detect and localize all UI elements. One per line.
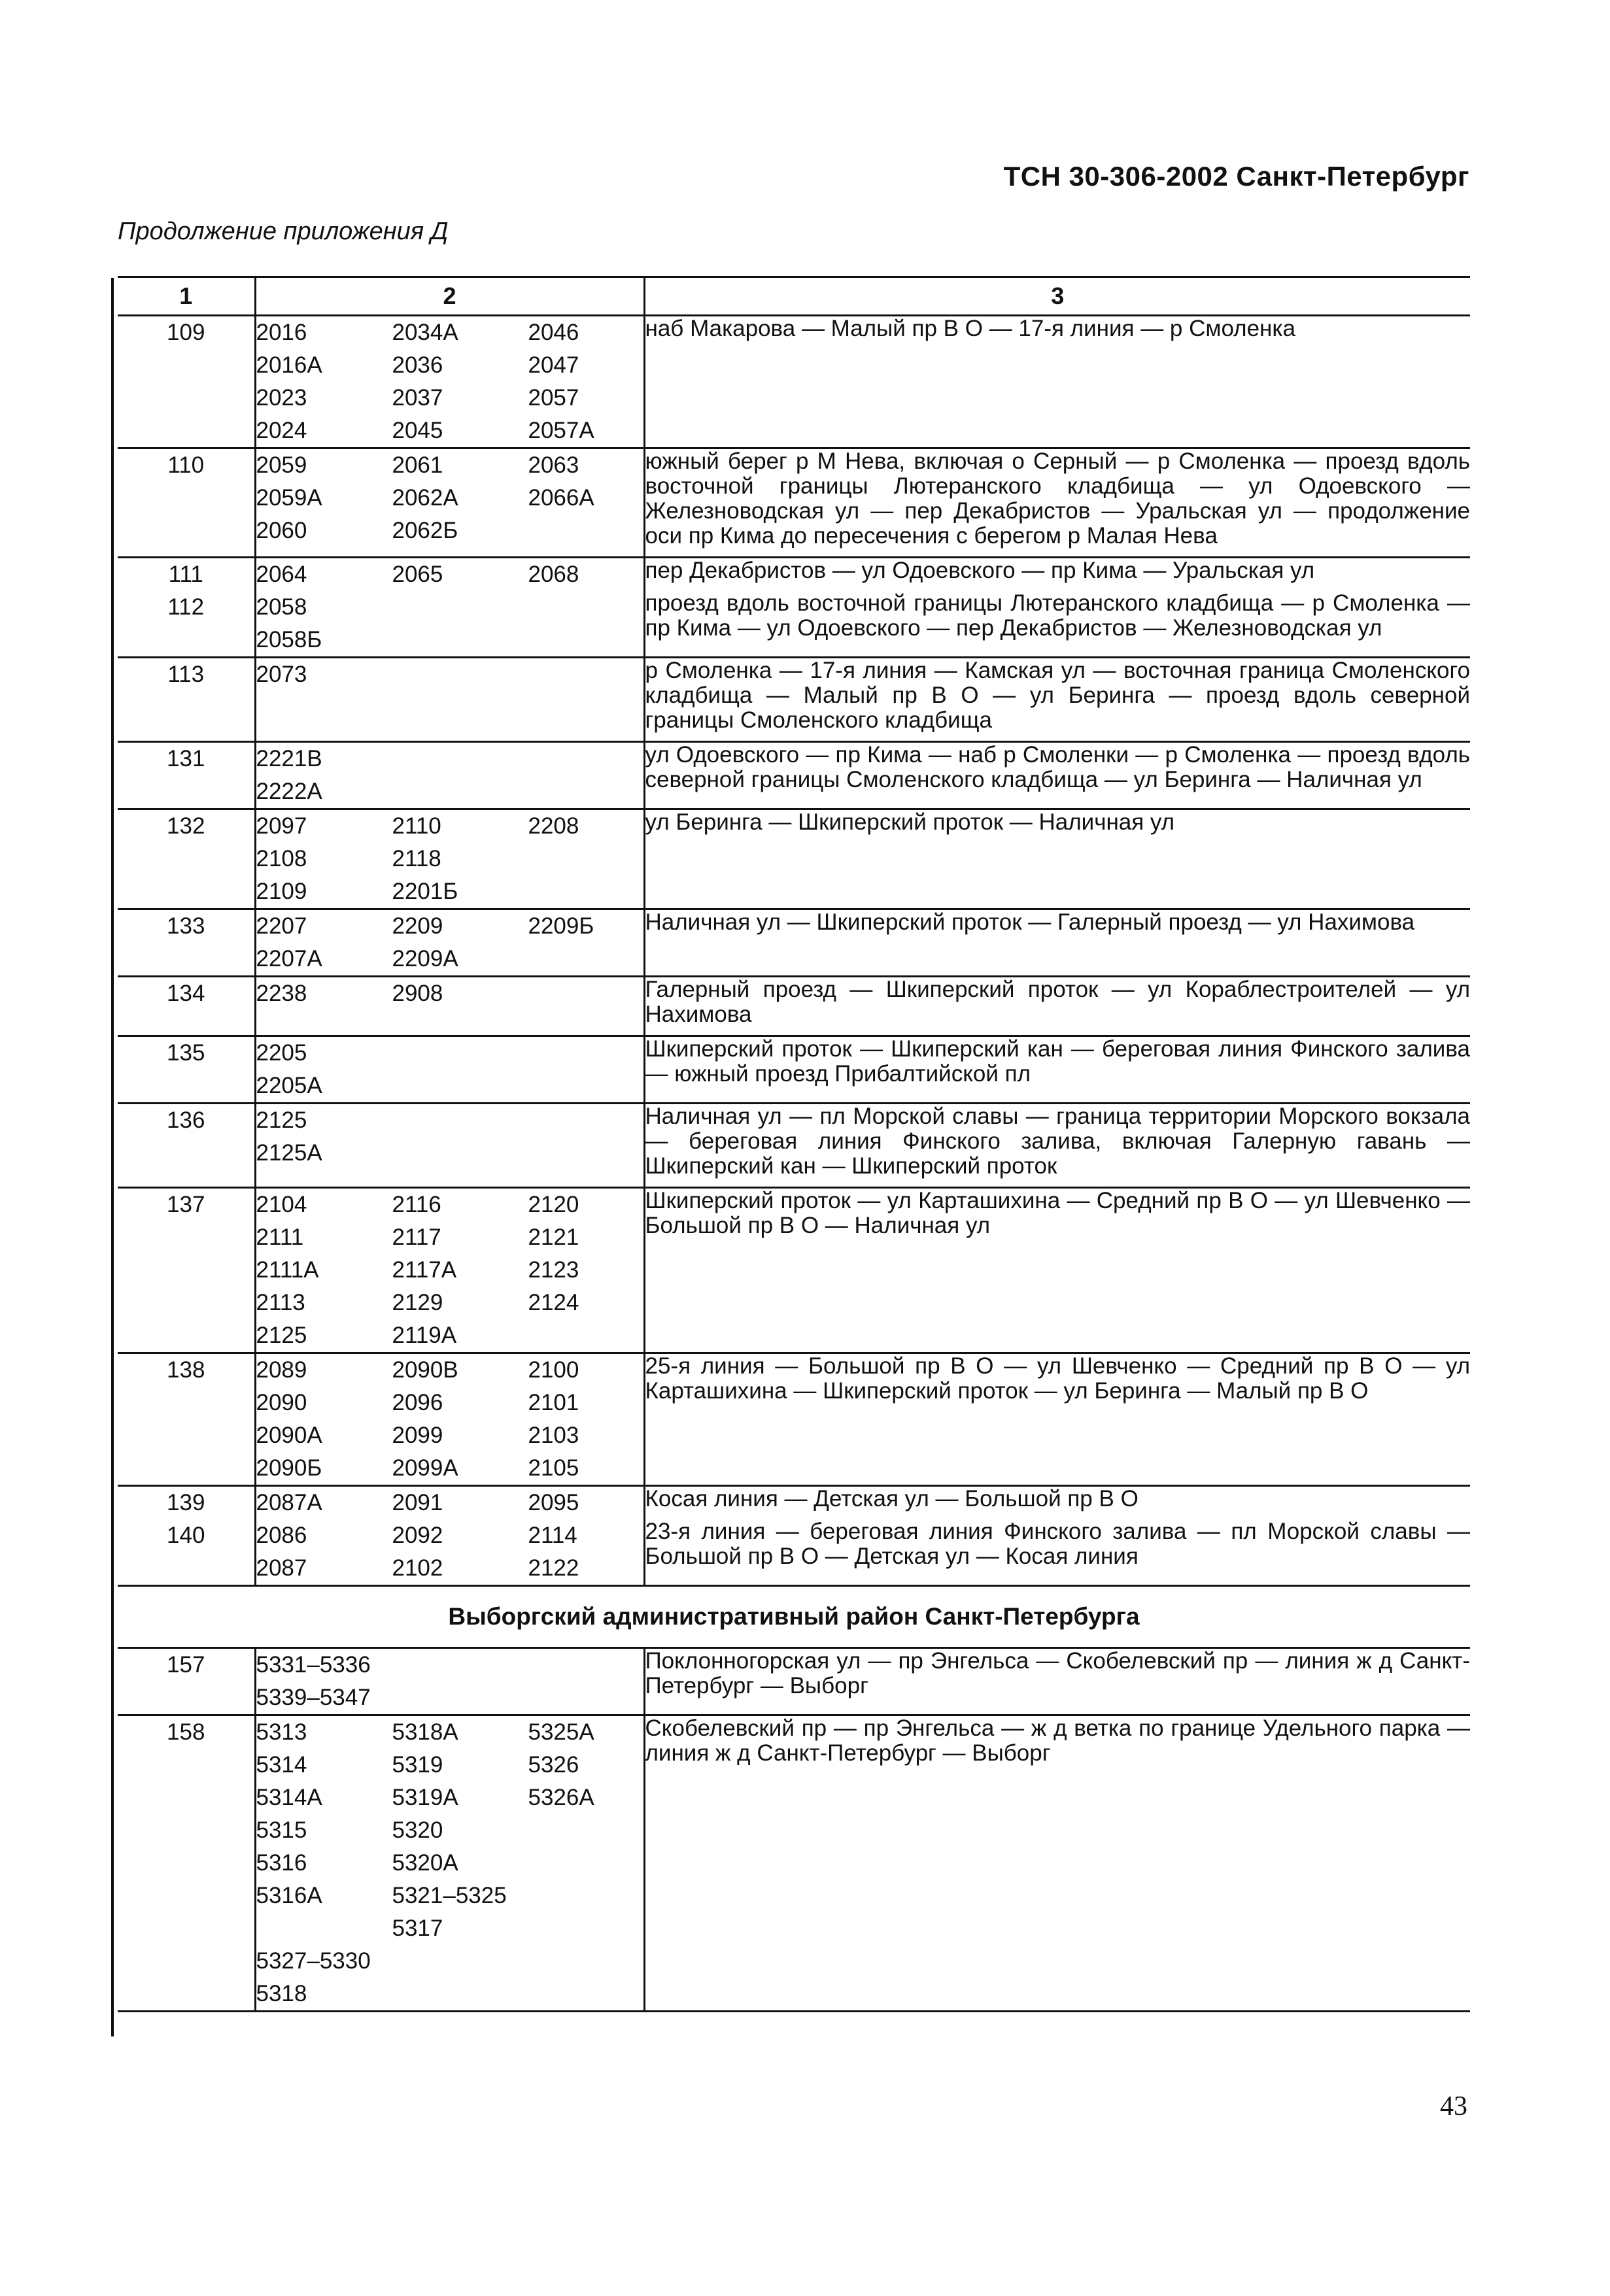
quarter-code	[528, 1037, 626, 1070]
quarter-code: 2092	[392, 1523, 443, 1548]
boundary-description: Косая линия — Детская ул — Большой пр В О	[645, 1486, 1139, 1511]
block-number: 157	[167, 1652, 205, 1678]
boundary-description-cell	[644, 909, 1470, 977]
block-number: 135	[167, 1040, 205, 1066]
quarter-code: 2023	[256, 385, 307, 411]
block-number: 112	[167, 594, 205, 620]
quarter-code: 2221В	[256, 746, 322, 771]
quarter-code: 2034А	[392, 320, 458, 345]
quarter-code: 5325А	[528, 1719, 594, 1745]
quarter-code	[392, 1978, 528, 2010]
table-row	[118, 558, 1470, 658]
quarter-code: 2109	[256, 879, 307, 904]
table-row	[118, 1648, 1470, 1715]
quarter-code: 2116	[392, 1192, 441, 1217]
quarter-code: 2125А	[256, 1140, 322, 1166]
table-row	[118, 977, 1470, 1036]
quarter-code: 2114	[528, 1523, 577, 1548]
boundary-description-cell	[644, 742, 1470, 809]
quarter-codes-grid	[256, 1487, 643, 1585]
table-row	[118, 1353, 1470, 1486]
quarter-codes-cell	[255, 1036, 644, 1104]
appendix-table	[118, 276, 1470, 2012]
quarter-code: 2087	[256, 1555, 307, 1581]
quarter-code: 2108	[256, 846, 307, 871]
block-number: 136	[167, 1107, 205, 1133]
quarter-code: 2110	[392, 813, 441, 839]
block-number: 110	[167, 452, 205, 478]
quarter-code: 5318	[256, 1981, 307, 2006]
quarter-code: 5320А	[392, 1850, 458, 1876]
boundary-description: Наличная ул — пл Морской славы — граница территории Морского вокзала — береговая линия Финского залива, включая Галерную гавань — Шкиперский кан — Шкиперский проток	[645, 1104, 1470, 1179]
boundary-description: 23-я линия — береговая линия Финского залива — пл Морской славы — Большой пр В О — Детская ул — Косая линия	[645, 1519, 1470, 1569]
quarter-code	[528, 624, 626, 656]
table-row	[118, 448, 1470, 558]
block-number: 138	[167, 1357, 205, 1383]
block-number: 109	[167, 320, 205, 345]
quarter-code	[392, 1681, 528, 1714]
block-number-cell	[118, 1715, 255, 2012]
block-number: 131	[167, 746, 205, 771]
quarter-code: 2024	[256, 418, 307, 443]
boundary-description-cell	[644, 316, 1470, 448]
quarter-code	[528, 1814, 626, 1847]
quarter-codes-cell	[255, 909, 644, 977]
quarter-code: 2057	[528, 385, 579, 411]
quarter-code	[392, 624, 528, 656]
boundary-description-cell	[644, 1715, 1470, 2012]
quarter-code: 5316	[256, 1850, 307, 1876]
quarter-code: 5339–5347	[256, 1685, 371, 1710]
quarter-code: 2090А	[256, 1423, 322, 1448]
quarter-codes-cell	[255, 1104, 644, 1188]
table-row	[118, 658, 1470, 742]
boundary-description-cell	[644, 1036, 1470, 1104]
quarter-code: 2209	[392, 913, 443, 939]
quarter-code: 2209А	[392, 946, 458, 971]
quarter-code	[392, 1070, 528, 1102]
quarter-codes-grid	[256, 810, 643, 908]
quarter-code: 2104	[256, 1192, 307, 1217]
block-number-cell	[118, 1486, 255, 1586]
quarter-code	[528, 1649, 626, 1681]
quarter-code: 2090	[256, 1390, 307, 1415]
quarter-code: 2058	[256, 594, 307, 620]
quarter-code: 5314	[256, 1752, 307, 1778]
quarter-code: 5317	[392, 1916, 443, 1941]
block-number: 111	[168, 562, 203, 587]
quarter-code: 2059А	[256, 485, 322, 511]
quarter-code: 2073	[256, 662, 307, 687]
quarter-codes-grid	[256, 449, 643, 547]
table-row	[118, 742, 1470, 809]
quarter-code	[528, 875, 626, 908]
quarter-code	[528, 1104, 626, 1137]
document-title: ТСН 30-306-2002 Санкт-Петербург	[1003, 161, 1469, 192]
quarter-code: 2122	[528, 1555, 579, 1581]
boundary-description-cell	[644, 977, 1470, 1036]
quarter-code: 2045	[392, 418, 443, 443]
quarter-code: 5315	[256, 1817, 307, 1843]
block-number-cell	[118, 1648, 255, 1715]
quarter-code	[528, 943, 626, 975]
quarter-code	[528, 775, 626, 808]
quarter-code: 2016	[256, 320, 307, 345]
quarter-code	[392, 743, 528, 775]
quarter-code: 2096	[392, 1390, 443, 1415]
continuation-label: Продолжение приложения Д	[118, 218, 449, 245]
block-number: 140	[167, 1523, 205, 1548]
quarter-code: 2117А	[392, 1257, 457, 1283]
block-number-cell	[118, 909, 255, 977]
quarter-codes-grid	[256, 1189, 643, 1352]
boundary-description-cell	[644, 1353, 1470, 1486]
quarter-code: 2123	[528, 1257, 579, 1283]
quarter-code: 2063	[528, 452, 579, 478]
quarter-code: 5321–5325	[392, 1883, 507, 1908]
quarter-code: 2105	[528, 1455, 579, 1481]
boundary-description: ул Беринга — Шкиперский проток — Наличная ул	[645, 809, 1175, 835]
quarter-code: 2207	[256, 913, 307, 939]
quarter-code: 2065	[392, 562, 443, 587]
table-row	[118, 809, 1470, 909]
quarter-code	[392, 1104, 528, 1137]
boundary-description: 25-я линия — Большой пр В О — ул Шевченко — Средний пр В О — ул Карташихина — Шкиперский проток — ул Беринга — Малый пр В О	[645, 1353, 1470, 1404]
quarter-code: 2209Б	[528, 913, 594, 939]
boundary-description-cell	[644, 1188, 1470, 1353]
quarter-code: 2125	[256, 1107, 307, 1133]
quarter-code	[528, 1847, 626, 1880]
quarter-codes-grid	[256, 1104, 643, 1170]
quarter-code: 2113	[256, 1290, 305, 1315]
boundary-description-cell	[644, 1486, 1470, 1586]
quarter-code: 2060	[256, 518, 307, 543]
quarter-code: 2111	[256, 1224, 304, 1250]
quarter-code	[528, 1681, 626, 1714]
quarter-codes-cell	[255, 809, 644, 909]
quarter-codes-grid	[256, 1649, 643, 1714]
quarter-code: 5326А	[528, 1785, 594, 1810]
quarter-code: 2068	[528, 562, 579, 587]
table-row	[118, 1715, 1470, 2012]
quarter-code: 2061	[392, 452, 443, 478]
quarter-code: 2120	[528, 1192, 579, 1217]
quarter-code: 2124	[528, 1290, 579, 1315]
table-row	[118, 1036, 1470, 1104]
boundary-description: проезд вдоль восточной границы Лютеранского кладбища — р Смоленка — пр Кима — ул Одоевского — пер Декабристов — Железноводская ул	[645, 590, 1470, 641]
quarter-code: 5313	[256, 1719, 307, 1745]
quarter-code: 2099	[392, 1423, 443, 1448]
table-header-row	[118, 277, 1470, 316]
block-number-cell	[118, 316, 255, 448]
quarter-code: 2207А	[256, 946, 322, 971]
quarter-code: 2057А	[528, 418, 594, 443]
quarter-code: 2222А	[256, 779, 322, 804]
quarter-code: 2102	[392, 1555, 443, 1581]
quarter-code: 2086	[256, 1523, 307, 1548]
quarter-code	[392, 658, 528, 691]
district-section	[118, 1586, 1470, 1648]
boundary-description: Шкиперский проток — Шкиперский кан — береговая линия Финского залива — южный проезд Прибалтийской пл	[645, 1036, 1470, 1087]
boundary-description: Галерный проезд — Шкиперский проток — ул Кораблестроителей — ул Нахимова	[645, 977, 1470, 1027]
quarter-code: 2205	[256, 1040, 307, 1066]
quarter-code: 2111А	[256, 1257, 319, 1283]
block-number: 113	[167, 662, 205, 687]
quarter-code: 2117	[392, 1224, 441, 1250]
quarter-code: 2058Б	[256, 627, 322, 652]
quarter-code: 2062Б	[392, 518, 458, 543]
quarter-code: 5319А	[392, 1785, 458, 1810]
quarter-code: 2087А	[256, 1490, 322, 1515]
table-row	[118, 316, 1470, 448]
quarter-code: 5331–5336	[256, 1652, 371, 1678]
quarter-codes-cell	[255, 1486, 644, 1586]
quarter-code: 2091	[392, 1490, 443, 1515]
quarter-code: 2062А	[392, 485, 458, 511]
table-row	[118, 1486, 1470, 1586]
table-row	[118, 1188, 1470, 1353]
quarter-code: 2103	[528, 1423, 579, 1448]
quarter-code: 2099А	[392, 1455, 458, 1481]
quarter-codes-cell	[255, 658, 644, 742]
quarter-codes-cell	[255, 1353, 644, 1486]
quarter-code: 2095	[528, 1490, 579, 1515]
quarter-code: 2016А	[256, 352, 322, 378]
quarter-code: 2101	[528, 1390, 579, 1415]
block-number-cell	[118, 1188, 255, 1353]
quarter-code: 2100	[528, 1357, 579, 1383]
boundary-description: южный берег р М Нева, включая о Серный — р Смоленка — проезд вдоль восточной границы Лютеранского кладбища — ул Одоевского — Железноводская ул — пер Декабристов — Уральская ул — продолжение оси пр Кима до пересечения с берегом р Малая Нева	[645, 448, 1470, 549]
block-number: 139	[167, 1490, 205, 1515]
district-row	[118, 1586, 1470, 1648]
quarter-code: 2036	[392, 352, 443, 378]
quarter-codes-cell	[255, 1648, 644, 1715]
block-number: 133	[167, 913, 205, 939]
block-number-cell	[118, 1104, 255, 1188]
quarter-code	[528, 977, 626, 1010]
quarter-code	[256, 1912, 392, 1945]
quarter-code	[528, 743, 626, 775]
quarter-code: 2201Б	[392, 879, 458, 904]
quarter-code: 2908	[392, 981, 443, 1006]
quarter-code	[528, 1319, 626, 1352]
quarter-codes-grid	[256, 558, 643, 656]
quarter-code: 5318А	[392, 1719, 458, 1745]
quarter-code: 2125	[256, 1323, 307, 1348]
quarter-code: 2066А	[528, 485, 594, 511]
boundary-description: Скобелевский пр — пр Энгельса — ж д ветка по границе Удельного парка — линия ж д Санкт-Петербург — Выборг	[645, 1715, 1470, 1766]
quarter-code: 2047	[528, 352, 579, 378]
quarter-code	[528, 658, 626, 691]
block-number-cell	[118, 742, 255, 809]
boundary-description: ул Одоевского — пр Кима — наб р Смоленки — р Смоленка — проезд вдоль северной границы Смоленского кладбища — ул Беринга — Наличная ул	[645, 742, 1470, 792]
block-number: 137	[167, 1192, 205, 1217]
quarter-codes-grid	[256, 316, 643, 447]
boundary-description: наб Макарова — Малый пр В О — 17-я линия — р Смоленка	[645, 316, 1295, 341]
block-number: 158	[167, 1719, 205, 1745]
quarter-code: 5327–5330	[256, 1948, 371, 1974]
quarter-code: 2121	[528, 1224, 579, 1250]
block-number-cell	[118, 558, 255, 658]
column-header: 2	[255, 277, 644, 316]
quarter-codes-grid	[256, 1716, 643, 2010]
quarter-code: 2090В	[392, 1357, 458, 1383]
quarter-codes-cell	[255, 1188, 644, 1353]
boundary-description: Наличная ул — Шкиперский проток — Галерный проезд — ул Нахимова	[645, 909, 1415, 935]
quarter-codes-grid	[256, 743, 643, 808]
boundary-description-cell	[644, 1648, 1470, 1715]
quarter-codes-cell	[255, 742, 644, 809]
quarter-code: 2064	[256, 562, 307, 587]
quarter-code	[392, 775, 528, 808]
block-number-cell	[118, 809, 255, 909]
quarter-code	[528, 843, 626, 875]
table-row	[118, 1104, 1470, 1188]
table-body-vasileostrovsky	[118, 316, 1470, 1586]
quarter-code: 2037	[392, 385, 443, 411]
column-header: 3	[644, 277, 1470, 316]
quarter-code: 5319	[392, 1752, 443, 1778]
quarter-code: 2205А	[256, 1073, 322, 1098]
quarter-codes-grid	[256, 658, 643, 691]
quarter-code: 2119А	[392, 1323, 457, 1348]
block-number-cell	[118, 448, 255, 558]
quarter-code	[392, 591, 528, 624]
boundary-description: пер Декабристов — ул Одоевского — пр Кима — Уральская ул	[645, 558, 1315, 583]
quarter-code: 2089	[256, 1357, 307, 1383]
quarter-codes-grid	[256, 1354, 643, 1485]
quarter-codes-grid	[256, 910, 643, 975]
boundary-description-cell	[644, 809, 1470, 909]
boundary-description: Шкиперский проток — ул Карташихина — Средний пр В О — ул Шевченко — Большой пр В О — Наличная ул	[645, 1188, 1470, 1238]
quarter-codes-grid	[256, 1037, 643, 1102]
left-margin-rule	[111, 278, 114, 2036]
quarter-codes-cell	[255, 1715, 644, 2012]
block-number-cell	[118, 977, 255, 1036]
quarter-code: 5314А	[256, 1785, 322, 1810]
boundary-description: Поклонногорская ул — пр Энгельса — Скобелевский пр — линия ж д Санкт-Петербург — Выборг	[645, 1648, 1470, 1698]
quarter-code	[528, 591, 626, 624]
quarter-code: 5326	[528, 1752, 579, 1778]
quarter-code: 2238	[256, 981, 307, 1006]
boundary-description-cell	[644, 1104, 1470, 1188]
block-number: 132	[167, 813, 205, 839]
quarter-code	[528, 1137, 626, 1170]
quarter-code	[528, 1978, 626, 2010]
boundary-description-cell	[644, 448, 1470, 558]
quarter-code: 2208	[528, 813, 579, 839]
quarter-codes-cell	[255, 977, 644, 1036]
quarter-code: 5320	[392, 1817, 443, 1843]
quarter-code: 2118	[392, 846, 441, 871]
boundary-description-cell	[644, 658, 1470, 742]
quarter-codes-cell	[255, 448, 644, 558]
district-heading: Выборгский административный район Санкт-Петербурга	[118, 1586, 1470, 1648]
quarter-code: 5316А	[256, 1883, 322, 1908]
table-body-vyborgsky	[118, 1648, 1470, 2012]
quarter-code: 2097	[256, 813, 307, 839]
block-number: 134	[167, 981, 205, 1006]
block-number-cell	[118, 1036, 255, 1104]
quarter-code	[528, 1945, 626, 1978]
quarter-code: 2059	[256, 452, 307, 478]
table-row	[118, 909, 1470, 977]
block-number-cell	[118, 658, 255, 742]
quarter-code	[392, 1649, 528, 1681]
quarter-code: 2090Б	[256, 1455, 322, 1481]
quarter-codes-cell	[255, 316, 644, 448]
quarter-code	[392, 1137, 528, 1170]
block-number-cell	[118, 1353, 255, 1486]
quarter-codes-cell	[255, 558, 644, 658]
quarter-code	[528, 1070, 626, 1102]
quarter-code	[528, 515, 626, 547]
boundary-description: р Смоленка — 17-я линия — Камская ул — восточная граница Смоленского кладбища — Малый пр В О — ул Беринга — проезд вдоль северной границы Смоленского кладбища	[645, 658, 1470, 733]
quarter-code: 2129	[392, 1290, 443, 1315]
quarter-code	[392, 1037, 528, 1070]
quarter-codes-grid	[256, 977, 643, 1010]
column-header: 1	[118, 277, 255, 316]
quarter-code: 2046	[528, 320, 579, 345]
boundary-description-cell	[644, 558, 1470, 658]
page-number: 43	[1440, 2091, 1467, 2121]
